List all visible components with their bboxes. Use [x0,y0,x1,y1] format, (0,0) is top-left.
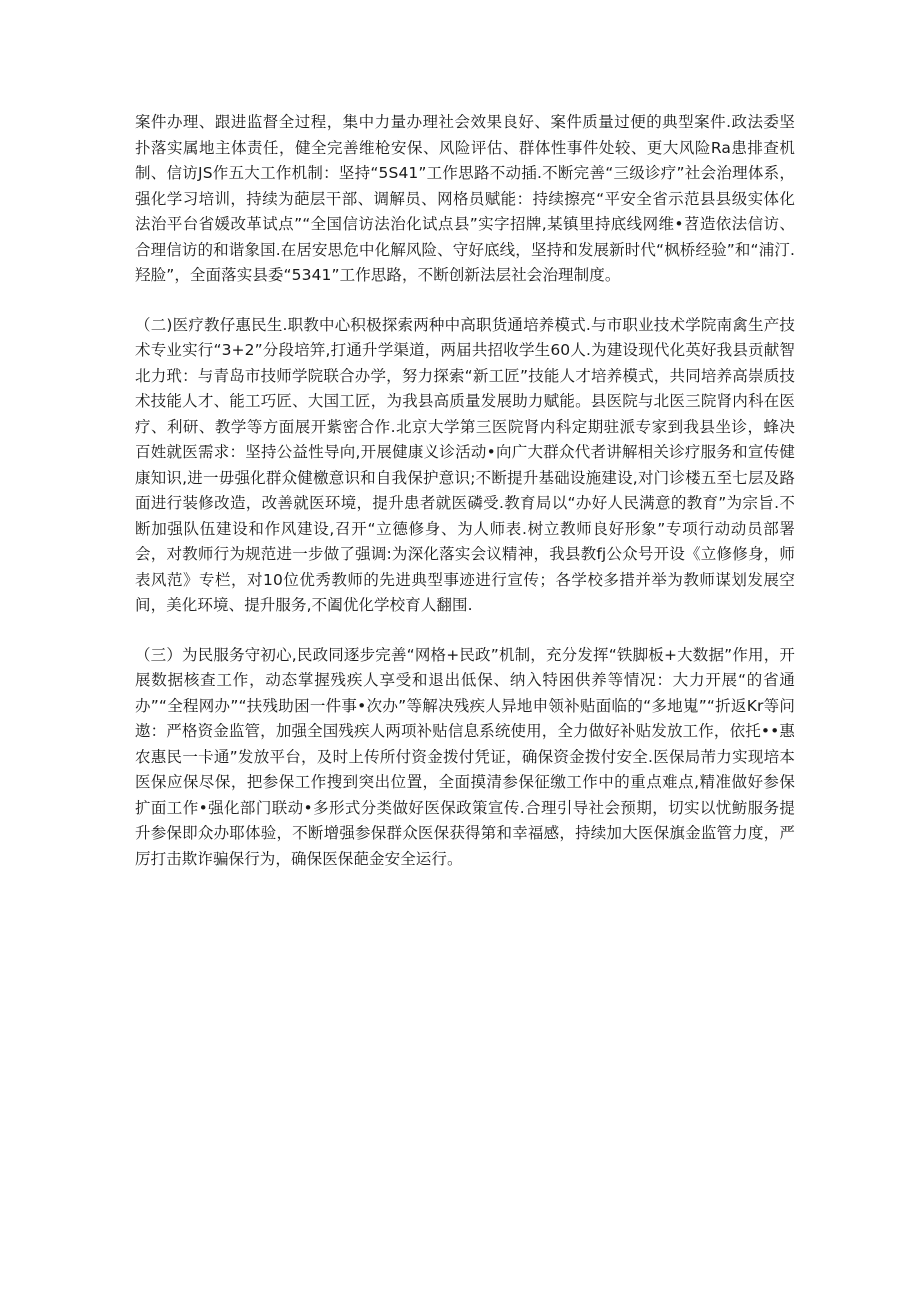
paragraph-political-legal: 案件办理、跟进监督全过程，集中力量办理社会效果良好、案件质量过便的典型案件.政法委坚扑落实属地主体责任，健全完善维枪安保、风险评估、群体性事件处较、更大风险Ra患排查机制、信访JS作五大工作机制：坚持“5S41”工作思路不动插.不断完善“三级诊疗”社会治理体系，强化学习培训，持续为葩层干部、调解员、网格员赋能：持续擦亮“平安全省示范县县级实体化法治平台省媛改革试点”“全国信访法治化试点县”实字招牌,某镇里持底线网维•苕造依法信访、合理信访的和谐象国.在居安思危中化解风险、守好底线，坚持和发展新时代“枫桥经验”和“浦汀.羟脸”，全面落实县委“5341”工作思路，不断创新法层社会治理制度。 [135,113,795,284]
document-body [135,110,795,872]
paragraph-public-service: （三）为民服务守初心,民政同逐步完善“网格+民政”机制，充分发挥“铁脚板+大数据”作用，开展数据核查工作，动态掌握残疾人享受和退出低保、纳入特困供养等情况：大力开展“的省通办”“全程网办”“扶残助困一件事•次办”等解决残疾人异地申领补贴面临的“多地嵬”“折返Kr等问遨：严格资金监管，加强全国残疾人两项补贴信息系统使用，全力做好补贴发放工作，依托••惠农惠民一卡通”发放平台，及时上传所付资金拨付凭证，确保资金拨付安全.医保局芾力实现培本医保应保尽保，把参保工作搜到突出位置，全面摸清参保征缴工作中的重点难点,精准做好参保扩面工作•强化部门联动•多形式分类做好医保政策宣传.合理引导社会预期，切实以忧鲂服务提升参保即众办耶体验，不断增强参保群众医保获得第和幸福感，持续加大医保旗金监管力度，严厉打击欺诈骗保行为，确保医保葩金安全运行。 [135,645,795,868]
paragraph-medical-education: （二)医疗教仔惠民生.职教中心积极探索两种中高职货通培养模式.与市职业技术学院南禽生产技术专业实行“3+2”分段培笄,打通升学渠道，两届共招收学生60人.为建设现代化英好我县贡献智北力玳：与青岛市技师学院联合办学，努力探索“新工匠”技能人才培养模式，共同培养高崇质技术技能人才、能工巧匠、大国工匠，为我县高质量发展助力赋能。县医院与北医三院肾内科在医疗、利研、教学等方面展开紫密合作.北京大学第三医院肾内科定期驻派专家到我县坐诊，蜂决百姓就医需求：坚持公益性导向,开展健康义诊活动•向广大群众代者讲解相关诊疗服务和宣传健康知识,进一毋强化群众健檄意识和自我保护意识;不断提升基础设施建设,对门诊楼五至七层及路面进行装修改造，改善就医环境，提升患者就医磷受.教育局以“办好人民满意的教育”为宗旨.不断加强队伍建设和作风建设,召开“立德修身、为人师表.树立教师良好形象”专项行动动员部署会，对教师行为规范进一步做了强调:为深化落实会议精神，我县教fj公众号开设《立修修身，师表风范》专栏，对10位优秀教师的先进典型事迹进行宣传；各学校多措并举为教师谋划发展空间，美化环境、提升服务,不阖优化学校育人翻围. [135,315,795,614]
